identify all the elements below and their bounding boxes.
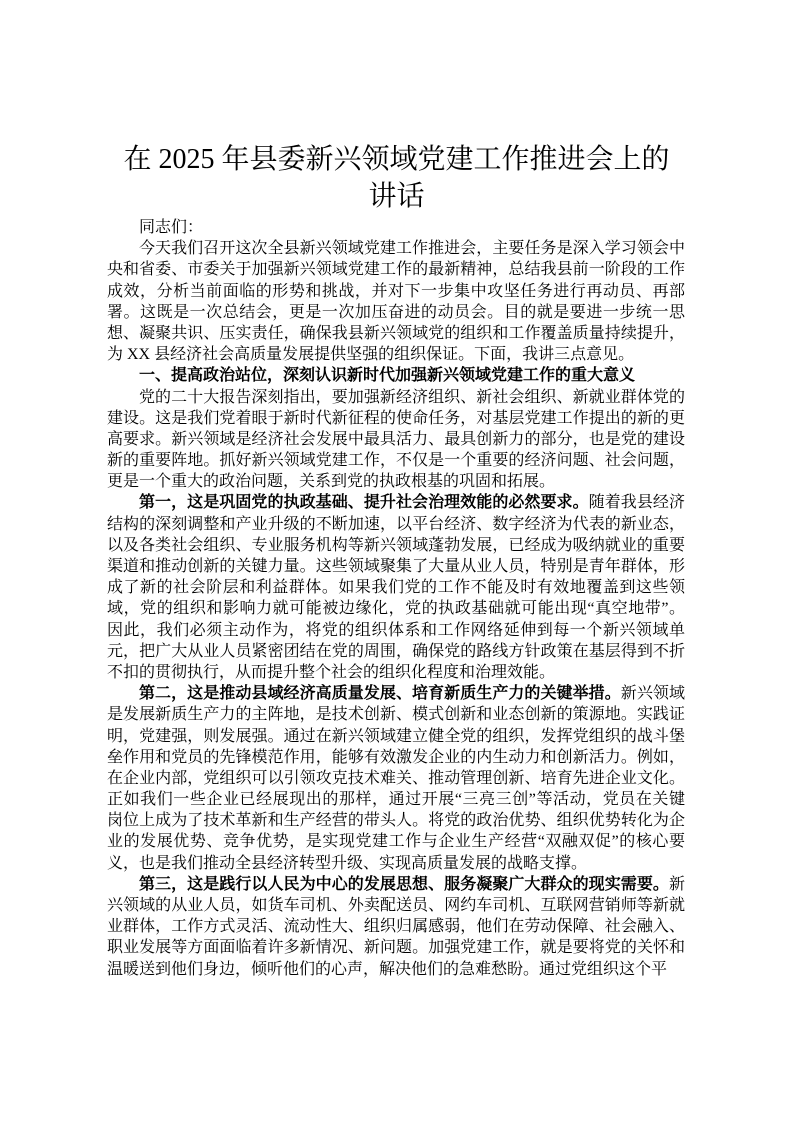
line-text: 为 XX 县经济社会高质量发展提供坚强的组织保证。下面，我讲三点意见。: [107, 346, 635, 364]
line-text: 垒作用和党员的先锋模范作用，能够有效激发企业的内生动力和创新活力。例如，: [107, 748, 685, 766]
line-text: 结构的深刻调整和产业升级的不断加速，以平台经济、数字经济为代表的新业态，: [107, 515, 685, 533]
text-line: [107, 704, 685, 725]
line-text: 正如我们一些企业已经展现出的那样，通过开展“三亮三创”等活动，党员在关键: [107, 791, 685, 809]
line-text: 元，把广大从业人员紧密团结在党的周围，确保党的路线方针政策在基层得到不折: [107, 642, 685, 660]
text-line: [107, 450, 685, 471]
text-line: [107, 937, 685, 958]
title-line: 讲话: [368, 181, 425, 212]
line-text: 业群体，工作方式灵活、流动性大、组织归属感弱，他们在劳动保障、社会融入、: [107, 918, 685, 936]
line-text: 温暖送到他们身边，倾听他们的心声，解决他们的急难愁盼。通过党组织这个平: [107, 960, 668, 978]
line-text: 新: [668, 875, 685, 893]
document-title: [0, 141, 793, 215]
line-text: 高要求。新兴领域是经济社会发展中最具活力、最具创新力的部分，也是党的建设: [107, 430, 685, 448]
document-body: [107, 217, 685, 980]
text-line: [107, 620, 685, 641]
text-line: [107, 853, 685, 874]
paragraph: [107, 492, 685, 683]
line-text: 更是一个重大的政治问题，关系到党的执政根基的巩固和拓展。: [107, 473, 556, 491]
text-line: [107, 662, 685, 683]
text-line: [107, 641, 685, 662]
text-line: [107, 959, 685, 980]
line-text: 渠道和推动创新的关键力量。这些领域聚集了大量从业人员，特别是青年群体，形: [107, 558, 685, 575]
text-line: [107, 556, 685, 577]
line-text: 以及各类社会组织、专业服务机构等新兴领域蓬勃发展，已经成为吸纳就业的重要: [107, 536, 685, 554]
line-text: 域，党的组织和影响力就可能被边缘化，党的执政基础就可能出现“真空地带”。: [107, 600, 685, 618]
line-text: 义，也是我们推动全县经济转型升级、实现高质量发展的战略支撑。: [107, 854, 588, 872]
text-line: [107, 895, 685, 916]
paragraph: [107, 238, 685, 365]
text-line: [107, 471, 685, 492]
section-heading: [107, 365, 685, 386]
paragraph-lead: 第三，这是践行以人民为中心的发展思想、服务凝聚广大群众的现实需要。: [139, 875, 669, 893]
text-line: [107, 789, 685, 810]
line-text: 岗位上成为了技术革新和生产经营的带头人。将党的政治优势、组织优势转化为企: [107, 812, 685, 830]
text-line: [107, 916, 685, 937]
text-line: [107, 238, 685, 259]
line-text: 党的二十大报告深刻指出，要加强新经济组织、新社会组织、新就业群体党的: [139, 388, 685, 406]
line-text: 建设。这是我们党着眼于新时代新征程的使命任务，对基层党建工作提出的新的更: [107, 409, 685, 427]
line-text: 因此，我们必须主动作为，将党的组织体系和工作网络延伸到每一个新兴领域单: [107, 621, 685, 639]
line-text: 不扣的贯彻执行，从而提升整个社会的组织化程度和治理效能。: [107, 663, 556, 681]
text-line: [107, 747, 685, 768]
line-text: 署。这既是一次总结会，更是一次加压奋进的动员会。目的就是要进一步统一思: [107, 303, 685, 321]
text-line: [107, 323, 685, 344]
line-text: 在企业内部，党组织可以引领攻克技术难关、推动管理创新、培育先进企业文化。: [107, 769, 685, 787]
line-text: 想、凝聚共识、压实责任，确保我县新兴领域党的组织和工作覆盖质量持续提升，: [107, 324, 685, 342]
text-line: [107, 365, 685, 386]
text-line: [107, 408, 685, 429]
line-text: 成了新的社会阶层和利益群体。如果我们党的工作不能及时有效地覆盖到这些领: [107, 579, 685, 597]
text-line: [107, 810, 685, 831]
text-line: [107, 598, 685, 619]
text-line: [107, 726, 685, 747]
paragraph: [107, 387, 685, 493]
text-line: [107, 259, 685, 280]
line-text: 新的重要阵地。抓好新兴领域党建工作，不仅是一个重要的经济问题、社会问题，: [107, 452, 685, 470]
line-text: 业的发展优势、竞争优势，是实现党建工作与企业生产经营“双融双促”的核心要: [107, 833, 685, 851]
line-text: 新兴领域: [620, 685, 685, 703]
paragraph-lead: 第二，这是推动县域经济高质量发展、培育新质生产力的关键举措。: [139, 685, 621, 703]
line-text: 今天我们召开这次全县新兴领域党建工作推进会，主要任务是深入学习领会中: [139, 240, 685, 258]
line-text: 随着我县经济: [588, 494, 685, 512]
text-line: [107, 768, 685, 789]
text-line: [107, 281, 685, 302]
text-line: [107, 874, 685, 895]
text-line: [107, 344, 685, 365]
text-line: [107, 429, 685, 450]
line-text: 一、提高政治站位，深刻认识新时代加强新兴领域党建工作的重大意义: [139, 367, 636, 385]
text-line: [107, 831, 685, 852]
line-text: 明，党建强，则发展强。通过在新兴领域建立健全党的组织，发挥党组织的战斗堡: [107, 727, 685, 745]
text-line: [107, 535, 685, 556]
text-line: [107, 387, 685, 408]
line-text: 是发展新质生产力的主阵地，是技术创新、模式创新和业态创新的策源地。实践证: [107, 706, 685, 724]
salutation: [107, 217, 685, 238]
line-text: 央和省委、市委关于加强新兴领域党建工作的最新精神，总结我县前一阶段的工作: [107, 261, 685, 279]
text-line: [107, 514, 685, 535]
line-text: 成效，分析当前面临的形势和挑战，并对下一步集中攻坚任务进行再动员、再部: [107, 282, 685, 300]
text-line: [107, 492, 685, 513]
title-line: 在 2025 年县委新兴领域党建工作推进会上的: [123, 144, 670, 175]
paragraph: [107, 874, 685, 980]
text-line: [107, 302, 685, 323]
paragraph: [107, 683, 685, 874]
line-text: 兴领域的从业人员，如货车司机、外卖配送员、网约车司机、互联网营销师等新就: [107, 897, 685, 914]
paragraph-lead: 第一，这是巩固党的执政基础、提升社会治理效能的必然要求。: [139, 494, 589, 512]
text-line: [107, 577, 685, 598]
line-text: 职业发展等方面面临着许多新情况、新问题。加强党建工作，就是要将党的关怀和: [107, 939, 685, 957]
salutation-text: 同志们：: [139, 219, 204, 236]
text-line: [107, 683, 685, 704]
